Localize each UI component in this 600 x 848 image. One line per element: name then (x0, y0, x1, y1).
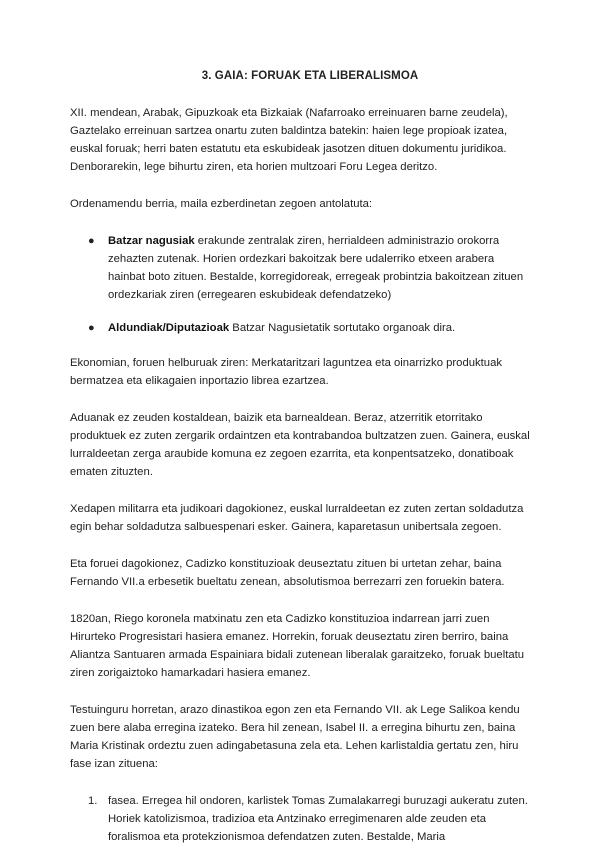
bullet-item-aldundiak (70, 319, 530, 337)
bullet-icon: ● (88, 322, 95, 334)
paragraph-testuingurua: Testuinguru horretan, arazo dinastikoa egon zen eta Fernando VII. ak Lege Salikoa kendu zuen bere alaba erregina izateko. Bera hil zenean, Isabel II. a erregina bihurtu zen, baina Maria Kristinak ordeztu zuen adingabetasuna zela eta. Lehen karlistaldia gertatu zen, hiru fase izan zituena: (70, 704, 520, 770)
bullet-text: Batzar Nagusietatik sortutako organoak dira. (229, 322, 456, 334)
paragraph-militarra: Xedapen militarra eta judikoari dagokionez, euskal lurraldeetan ez zuten zertan soldadutza egin behar soldadutza salbuespenari esker. Gainera, kaparetasun unibertsala zegoen. (70, 503, 524, 533)
bullet-text: erakunde zentralak ziren, herrialdeen administrazio orokorra zehazten zutenak. Horien ordezkari bakoitzak bere udalerriko etxeen arabera hainbat boto zituen. Bestalde, korregidoreak, erregeak probintzia bakoitzean zituen ordezkariak ziren (erregearen eskubideak defendatzeko) (108, 235, 524, 301)
bullet-icon: ● (88, 235, 95, 247)
phase-text: fasea. Erregea hil ondoren, karlistek Tomas Zumalakarregi buruzagi aukeratu zuten. Horiek katolizismoa, tradizioa eta Antzinako erregimenaren alde zeuden eta foralismoa eta protekzionismoa defendatzen zuten. Bestalde, Maria (108, 795, 528, 843)
bullet-term: Aldundiak/Diputazioak (108, 322, 230, 334)
phase-number: 1. (88, 795, 98, 807)
bullet-item-batzar (70, 232, 530, 304)
paragraph-ordenamendu: Ordenamendu berria, maila ezberdinetan zegoen antolatuta: (70, 198, 373, 210)
page-title: 3. GAIA: FORUAK ETA LIBERALISMOA (201, 70, 419, 82)
bullet-list (70, 232, 530, 337)
paragraph-ekonomia: Ekonomian, foruen helburuak ziren: Merkataritzari laguntzea eta oinarrizko produktuak bermatzea eta elikagaien inportazio librea ezartzea. (70, 357, 503, 387)
phase-list (70, 792, 530, 846)
paragraph-1820: 1820an, Riego koronela matxinatu zen eta Cadizko konstituzioa indarrean jarri zuen Hirurteko Progresistari hasiera emanez. Horrekin, foruak deuseztatu ziren berriro, baina Aliantza Santuaren armada Espainiara bidali zutenean liberalak garaitzeko, foruak bueltatu ziren zorigaiztoko hamarkadari hasiera emanez. (70, 613, 525, 679)
paragraph-cadiz: Eta foruei dagokionez, Cadizko konstituzioak deuseztatu zituen bi urtetan zehar, baina Fernando VII.a erbesetik bueltatu zenean, absolutismoa berrezarri zen foruekin batera. (70, 558, 505, 588)
paragraph-intro: XII. mendean, Arabak, Gipuzkoak eta Bizkaiak (Nafarroako erreinuaren barne zeudela), Gaztelako erreinuan sartzea onartu zuten baldintza batekin: haien lege propioak izatea, euskal foruak; herri baten estatutu eta eskubideak jasotzen dituen dokumentu juridikoa. Denborarekin, lege bihurtu ziren, eta horien multzoari Foru Legea deritzo. (70, 107, 508, 173)
paragraph-aduanak: Aduanak ez zeuden kostaldean, baizik eta barnealdean. Beraz, atzerritik etorritako produktuek ez zuten zergarik ordaintzen eta kontrabandoa bultzatzen zuen. Gainera, euskal lurraldeetan zerga araubide komuna ez zegoen ezarrita, eta konpentsatzeko, donatiboak ematen zituzten. (70, 412, 530, 478)
bullet-term: Batzar nagusiak (108, 235, 195, 247)
phase-item (70, 792, 530, 846)
